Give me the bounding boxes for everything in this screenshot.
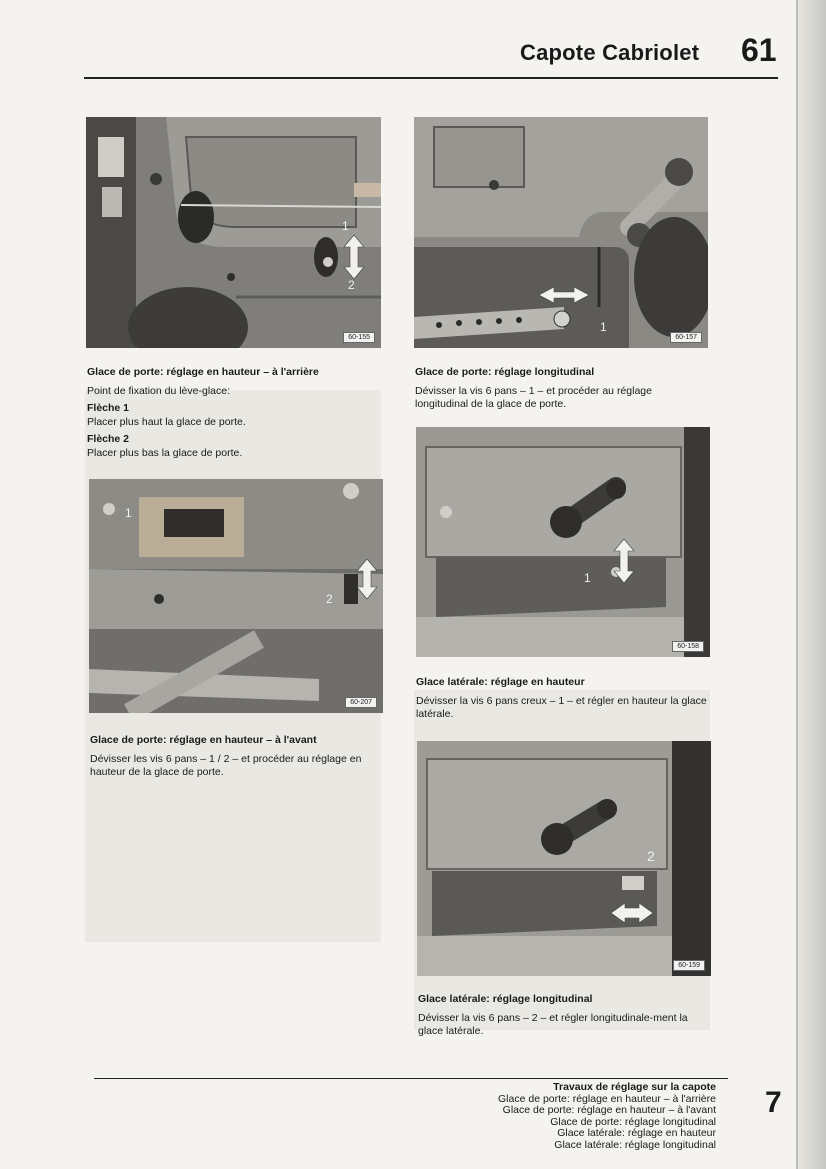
footer-topic-list — [420, 1082, 716, 1152]
arrow-1-text: Placer plus haut la glace de porte. — [87, 415, 246, 428]
caption-title: Glace latérale: réglage en hauteur — [416, 676, 585, 688]
photo-marker: 1 — [584, 571, 591, 585]
photo-marker: 2 — [326, 592, 333, 606]
caption-door-window-front-height — [90, 734, 382, 780]
photo-side-window-height — [416, 427, 710, 657]
footer-item: Glace de porte: réglage en hauteur – à l'avant — [502, 1104, 716, 1117]
caption-text: Dévisser la vis 6 pans – 2 – et régler longitudinale-ment la glace latérale. — [418, 1011, 688, 1037]
caption-title: Glace latérale: réglage longitudinal — [418, 993, 593, 1005]
photo-marker: 1 — [342, 219, 349, 233]
caption-text: Dévisser la vis 6 pans creux – 1 – et régler en hauteur la glace latérale. — [416, 694, 707, 720]
photo-id-label: 60-157 — [670, 332, 702, 343]
page-edge-line — [796, 0, 798, 1169]
arrow-2-title: Flèche 2 — [87, 433, 130, 445]
footer-title: Travaux de réglage sur la capote — [553, 1081, 716, 1093]
page-title: Capote Cabriolet — [520, 40, 700, 65]
header-divider — [84, 77, 778, 79]
photo-id-label: 60-155 — [343, 332, 375, 343]
caption-side-window-longitudinal — [418, 993, 710, 1039]
caption-title: Glace de porte: réglage en hauteur – à l'avant — [90, 734, 317, 746]
footer-item: Glace de porte: réglage longitudinal — [550, 1115, 716, 1128]
caption-text: Point de fixation du lève-glace: — [87, 384, 231, 397]
arrow-1-title: Flèche 1 — [87, 402, 130, 414]
page-edge — [796, 0, 826, 1169]
photo-door-window-rear-height — [86, 117, 381, 348]
caption-text: Dévisser la vis 6 pans – 1 – et procéder au réglage longitudinal de la glace de porte. — [415, 384, 652, 410]
photo-id-label: 60-207 — [345, 697, 377, 708]
photo-door-window-front-height — [89, 479, 383, 713]
footer-item: Glace latérale: réglage longitudinal — [554, 1138, 716, 1151]
caption-text: Dévisser les vis 6 pans – 1 / 2 – et procéder au réglage en hauteur de la glace de porte. — [90, 752, 362, 778]
photo-id-label: 60-159 — [673, 960, 705, 971]
photo-marker: 1 — [600, 320, 607, 334]
footer-page-number: 7 — [765, 1086, 782, 1119]
footer-item: Glace latérale: réglage en hauteur — [557, 1127, 716, 1140]
arrow-2-text: Placer plus bas la glace de porte. — [87, 446, 243, 459]
photo-id-label: 60-158 — [672, 641, 704, 652]
photo-marker: 2 — [348, 278, 355, 292]
caption-door-window-longitudinal — [415, 366, 707, 412]
photo-side-window-longitudinal — [417, 741, 711, 976]
page-number: 61 — [741, 32, 777, 68]
caption-title: Glace de porte: réglage longitudinal — [415, 366, 595, 378]
caption-title: Glace de porte: réglage en hauteur – à l'arrière — [87, 366, 319, 378]
photo-marker: 2 — [647, 848, 655, 864]
footer-divider — [94, 1078, 728, 1079]
footer-item: Glace de porte: réglage en hauteur – à l'arrière — [498, 1092, 716, 1105]
photo-door-window-longitudinal — [414, 117, 708, 348]
caption-door-window-rear-height — [87, 366, 379, 460]
photo-marker: 1 — [125, 506, 132, 520]
caption-side-window-height — [416, 676, 712, 722]
